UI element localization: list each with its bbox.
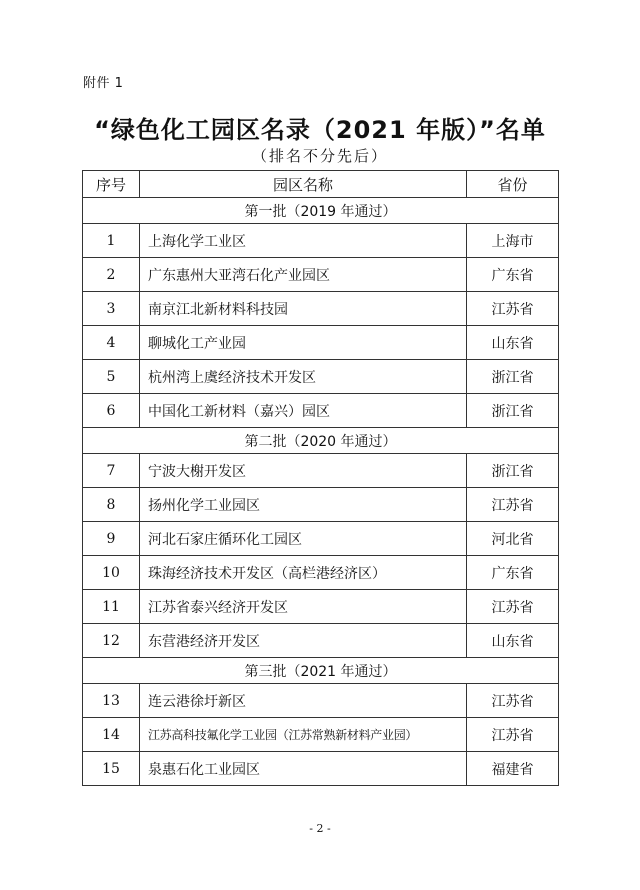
row-number: 9 <box>83 522 140 556</box>
row-province: 山东省 <box>467 624 559 658</box>
row-number: 6 <box>83 394 140 428</box>
row-number: 15 <box>83 752 140 786</box>
row-park-name: 河北石家庄循环化工园区 <box>140 522 467 556</box>
table-row <box>83 684 559 718</box>
table-row <box>83 326 559 360</box>
row-number: 5 <box>83 360 140 394</box>
attachment-label: 附件 1 <box>83 76 124 91</box>
row-province: 山东省 <box>467 326 559 360</box>
row-park-name: 江苏高科技氟化学工业园（江苏常熟新材料产业园） <box>140 718 467 752</box>
group-row <box>83 198 559 224</box>
group-label: 第二批（2020 年通过） <box>83 428 559 454</box>
page-number: - 2 - <box>309 822 331 835</box>
row-province: 上海市 <box>467 224 559 258</box>
table-row <box>83 522 559 556</box>
table-row <box>83 752 559 786</box>
row-province: 江苏省 <box>467 718 559 752</box>
table-row <box>83 454 559 488</box>
row-number: 8 <box>83 488 140 522</box>
row-province: 江苏省 <box>467 590 559 624</box>
row-number: 1 <box>83 224 140 258</box>
row-park-name: 杭州湾上虞经济技术开发区 <box>140 360 467 394</box>
row-park-name: 中国化工新材料（嘉兴）园区 <box>140 394 467 428</box>
table-row <box>83 488 559 522</box>
row-province: 福建省 <box>467 752 559 786</box>
row-number: 13 <box>83 684 140 718</box>
row-number: 7 <box>83 454 140 488</box>
row-number: 2 <box>83 258 140 292</box>
table-row <box>83 624 559 658</box>
header-province: 省份 <box>467 171 559 198</box>
row-number: 11 <box>83 590 140 624</box>
row-province: 河北省 <box>467 522 559 556</box>
row-park-name: 南京江北新材料科技园 <box>140 292 467 326</box>
group-row <box>83 428 559 454</box>
row-number: 12 <box>83 624 140 658</box>
table-row <box>83 556 559 590</box>
row-number: 10 <box>83 556 140 590</box>
row-park-name: 聊城化工产业园 <box>140 326 467 360</box>
table-row <box>83 718 559 752</box>
table-row <box>83 224 559 258</box>
row-number: 4 <box>83 326 140 360</box>
row-park-name: 珠海经济技术开发区（高栏港经济区） <box>140 556 467 590</box>
table-row <box>83 360 559 394</box>
row-number: 3 <box>83 292 140 326</box>
table-row <box>83 590 559 624</box>
row-park-name: 上海化学工业区 <box>140 224 467 258</box>
row-park-name: 连云港徐圩新区 <box>140 684 467 718</box>
group-label: 第三批（2021 年通过） <box>83 658 559 684</box>
row-park-name: 扬州化学工业园区 <box>140 488 467 522</box>
row-park-name: 东营港经济开发区 <box>140 624 467 658</box>
row-province: 浙江省 <box>467 394 559 428</box>
group-row <box>83 658 559 684</box>
row-province: 浙江省 <box>467 360 559 394</box>
table-row <box>83 292 559 326</box>
row-number: 14 <box>83 718 140 752</box>
table-row <box>83 258 559 292</box>
row-park-name: 江苏省泰兴经济开发区 <box>140 590 467 624</box>
row-province: 广东省 <box>467 556 559 590</box>
row-park-name: 宁波大榭开发区 <box>140 454 467 488</box>
park-list-table <box>82 170 559 786</box>
header-number: 序号 <box>83 171 140 198</box>
row-province: 广东省 <box>467 258 559 292</box>
row-province: 江苏省 <box>467 684 559 718</box>
table-row <box>83 394 559 428</box>
row-province: 浙江省 <box>467 454 559 488</box>
table-header-row <box>83 171 559 198</box>
document-title: “绿色化工园区名录（2021 年版）”名单 <box>94 116 546 144</box>
row-park-name: 泉惠石化工业园区 <box>140 752 467 786</box>
row-province: 江苏省 <box>467 488 559 522</box>
row-province: 江苏省 <box>467 292 559 326</box>
row-park-name: 广东惠州大亚湾石化产业园区 <box>140 258 467 292</box>
group-label: 第一批（2019 年通过） <box>83 198 559 224</box>
header-park-name: 园区名称 <box>140 171 467 198</box>
document-subtitle: （排名不分先后） <box>251 147 388 165</box>
